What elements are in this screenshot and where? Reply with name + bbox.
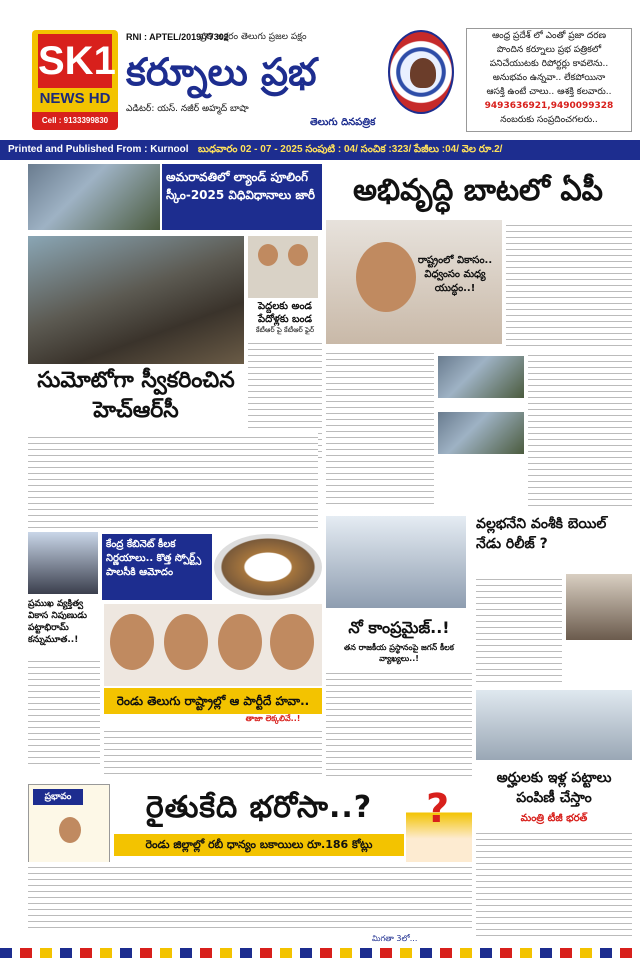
hrc-headline[interactable]: సుమోటోగా స్వీకరించిన హెచ్ఆర్‌సీ xyxy=(37,368,235,423)
farmer-headline[interactable]: రైతుకేది భరోసా..? xyxy=(145,790,373,825)
promo-line: పనిచేయుటకు రిపోర్టర్లు కావలెను.. xyxy=(489,59,609,69)
two-states-headline[interactable]: రెండు తెలుగు రాష్ట్రాల్లో ఆ పార్టీదే హవా.. xyxy=(104,688,322,714)
farmer-body xyxy=(28,862,472,932)
rni-number: RNI : APTEL/2019/77302 xyxy=(126,32,229,42)
tagline: ప్రతి అక్షరం తెలుగు ప్రజల పక్షం xyxy=(200,32,307,42)
amaravati-headline[interactable]: అమరావతిలో ల్యాండ్ పూలింగ్ స్కీం-2025 విధివిధానాలు జారీ xyxy=(162,164,322,230)
prabhavam-label: ప్రభావం xyxy=(33,789,83,805)
promo-line: ఆసక్తి ఉంటే చాలు.. ఆశక్తి కలవారు.. xyxy=(486,87,612,97)
color-strip xyxy=(0,948,640,958)
development-body-2 xyxy=(528,350,632,510)
houses-body xyxy=(476,828,632,938)
cabinet-meeting-photo xyxy=(214,534,322,600)
houses-headline[interactable]: అర్హులకు ఇళ్ల పట్టాలు పంపిణీ చేస్తాం xyxy=(496,770,612,806)
recruitment-ad xyxy=(466,28,632,132)
development-body-1 xyxy=(326,348,434,508)
ktr-photo xyxy=(248,236,318,298)
leaders-photo xyxy=(104,604,322,686)
cm-speech-photo xyxy=(326,220,502,344)
no-compromise-headline[interactable]: నో కాంప్రమైజ్..! xyxy=(348,618,450,637)
promo-line: ఆంధ్ర ప్రదేశ్ లో ఎంతో ప్రజా దరణ xyxy=(491,31,607,41)
ktr-headline[interactable]: పెద్దలకు అండ పేదోళ్లకు బండ xyxy=(257,301,312,325)
farmer-subhead: రెండు జిల్లాల్లో రబీ ధాన్యం బకాయిలు రూ.186 కోట్లు xyxy=(114,834,404,856)
two-states-body xyxy=(104,726,322,778)
two-states-subhead: తాజా లెక్కలివే..! xyxy=(245,714,301,723)
factory-fire-photo xyxy=(28,236,244,364)
aerial-photo xyxy=(438,412,524,454)
no-compromise-body xyxy=(326,668,472,776)
editor-line: ఎడిటర్: యస్. నజీర్ అహ్మద్ బాషా xyxy=(126,104,249,114)
published-from: Printed and Published From : Kurnool xyxy=(8,144,189,155)
daily-label: తెలుగు దినపత్రిక xyxy=(310,117,376,128)
pattabhiram-headline[interactable]: ప్రముఖ వ్యక్తిత్వ వికాస నిపుణుడు పట్టాభిరామ్ కన్నుమూత..! xyxy=(28,599,87,645)
farmer-cartoon xyxy=(406,786,472,874)
minister-meeting-photo xyxy=(476,690,632,760)
editor-photo xyxy=(410,58,436,88)
issue-date: బుధవారం 02 - 07 - 2025 సంపుటి : 04/ సంచిక :323/ పేజీలు :04/ వెల రూ.2/ xyxy=(198,144,503,155)
development-headline[interactable]: అభివృద్ధి బాటలో ఏపీ xyxy=(352,173,604,208)
development-points xyxy=(506,220,632,346)
promo-line: అనుభవం ఉన్నవా.. లేకపోయినా xyxy=(492,73,606,83)
houses-subhead: మంత్రి టీజీ భరత్ xyxy=(520,813,588,824)
logo-text: SK1 xyxy=(38,34,112,88)
continued-label[interactable]: మిగతా 3లో... xyxy=(372,934,418,943)
logo-subtext: NEWS HD xyxy=(39,90,111,107)
logo-cell-number: Cell : 9133399830 xyxy=(32,112,118,130)
newspaper-title: కర్నూలు ప్రభ xyxy=(126,50,317,94)
jagan-photo xyxy=(326,516,466,608)
bridge-photo xyxy=(438,356,524,398)
cm-quote: రాష్ట్రంలో వికాసం.. విధ్వంసం మధ్య యుద్ధం..! xyxy=(417,255,493,294)
masthead xyxy=(0,0,640,140)
question-mark-icon: ? xyxy=(426,786,450,832)
promo-line: పొందిన కర్నూలు ప్రభ పత్రికలో xyxy=(496,45,602,55)
pattabhiram-body xyxy=(28,656,100,766)
cabinet-headline[interactable]: కేంద్ర కేబినెట్ కీలక నిర్ణయాలు.. కొత్త స్పోర్ట్స్ పాలసీకి ఆమోదం xyxy=(102,534,212,600)
vamsi-body xyxy=(476,574,562,686)
vamsi-headline[interactable]: వల్లభనేని వంశీకి బెయిల్ నేడు రిలీజ్ ? xyxy=(476,516,607,552)
amaravati-photo xyxy=(28,164,160,230)
journalist-seal-icon xyxy=(388,30,454,114)
dateline-bar xyxy=(0,140,640,160)
pattabhiram-photo xyxy=(28,532,98,594)
hrc-body xyxy=(28,432,318,528)
sk1-logo[interactable] xyxy=(32,30,118,130)
no-compromise-subhead: తన రాజకీయ ప్రస్థానంపై జగన్ కీలక వ్యాఖ్యలు..! xyxy=(344,643,454,663)
ktr-subhead: కేటీఆర్ పై కేటీఆర్ ఫైర్ xyxy=(255,326,315,334)
vamsi-photo xyxy=(566,574,632,640)
promo-phone[interactable]: 9493636921,9490099328 xyxy=(484,101,614,111)
promo-line: నంబరుకు సంప్రదించగలరు.. xyxy=(500,115,598,125)
